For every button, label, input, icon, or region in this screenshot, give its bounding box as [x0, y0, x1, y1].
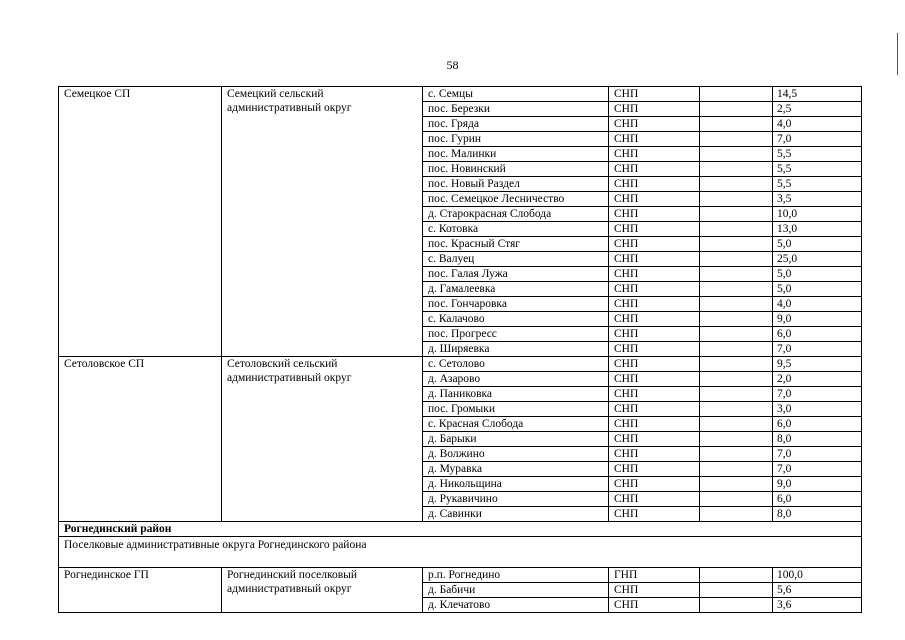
- table-row: [59, 87, 862, 102]
- type-cell: СНП: [609, 357, 700, 372]
- value-cell: 7,0: [773, 447, 862, 462]
- district-cell: Рогнединский поселковый административный округ: [222, 568, 423, 613]
- empty-cell: [700, 147, 773, 162]
- value-cell: 7,0: [773, 132, 862, 147]
- value-cell: 6,0: [773, 327, 862, 342]
- type-cell: СНП: [609, 87, 700, 102]
- empty-cell: [700, 477, 773, 492]
- value-cell: 6,0: [773, 492, 862, 507]
- page-number: 58: [446, 58, 459, 72]
- empty-cell: [700, 297, 773, 312]
- empty-cell: [700, 162, 773, 177]
- settlement-cell: д. Азарово: [423, 372, 609, 387]
- type-cell: СНП: [609, 402, 700, 417]
- type-cell: СНП: [609, 267, 700, 282]
- type-cell: СНП: [609, 432, 700, 447]
- empty-cell: [700, 177, 773, 192]
- type-cell: СНП: [609, 327, 700, 342]
- settlement-cell: пос. Семецкое Лесничество: [423, 192, 609, 207]
- empty-cell: [700, 117, 773, 132]
- type-cell: СНП: [609, 342, 700, 357]
- settlement-cell: пос. Гряда: [423, 117, 609, 132]
- settlement-cell: д. Старокрасная Слобода: [423, 207, 609, 222]
- type-cell: СНП: [609, 387, 700, 402]
- value-cell: 7,0: [773, 342, 862, 357]
- district-cell: Семецкий сельский административный округ: [222, 87, 423, 357]
- table-row: [59, 568, 862, 583]
- empty-cell: [700, 507, 773, 522]
- type-cell: СНП: [609, 192, 700, 207]
- value-cell: 7,0: [773, 462, 862, 477]
- value-cell: 3,6: [773, 598, 862, 613]
- value-cell: 3,0: [773, 402, 862, 417]
- municipality-cell: Сетоловское СП: [59, 357, 222, 522]
- value-cell: 2,5: [773, 102, 862, 117]
- settlement-cell: д. Никольщина: [423, 477, 609, 492]
- empty-cell: [700, 102, 773, 117]
- settlement-cell: пос. Галая Лужа: [423, 267, 609, 282]
- settlement-cell: с. Калачово: [423, 312, 609, 327]
- type-cell: СНП: [609, 282, 700, 297]
- settlement-cell: д. Ширяевка: [423, 342, 609, 357]
- settlement-cell: с. Валуец: [423, 252, 609, 267]
- value-cell: 5,5: [773, 162, 862, 177]
- type-cell: СНП: [609, 583, 700, 598]
- empty-cell: [700, 132, 773, 147]
- type-cell: СНП: [609, 492, 700, 507]
- value-cell: 4,0: [773, 117, 862, 132]
- value-cell: 2,0: [773, 372, 862, 387]
- value-cell: 3,5: [773, 192, 862, 207]
- value-cell: 13,0: [773, 222, 862, 237]
- type-cell: СНП: [609, 207, 700, 222]
- type-cell: СНП: [609, 177, 700, 192]
- value-cell: 100,0: [773, 568, 862, 583]
- value-cell: 4,0: [773, 297, 862, 312]
- empty-cell: [700, 372, 773, 387]
- empty-cell: [700, 598, 773, 613]
- value-cell: 10,0: [773, 207, 862, 222]
- empty-cell: [700, 327, 773, 342]
- value-cell: 5,0: [773, 282, 862, 297]
- settlement-cell: пос. Малинки: [423, 147, 609, 162]
- settlement-cell: с. Семцы: [423, 87, 609, 102]
- table-body-part-1: [59, 87, 862, 522]
- empty-cell: [700, 342, 773, 357]
- type-cell: СНП: [609, 102, 700, 117]
- value-cell: 7,0: [773, 387, 862, 402]
- settlement-cell: с. Котовка: [423, 222, 609, 237]
- settlement-cell: пос. Красный Стяг: [423, 237, 609, 252]
- value-cell: 9,0: [773, 312, 862, 327]
- empty-cell: [700, 447, 773, 462]
- value-cell: 5,5: [773, 177, 862, 192]
- settlement-cell: пос. Березки: [423, 102, 609, 117]
- value-cell: 6,0: [773, 417, 862, 432]
- value-cell: 5,0: [773, 237, 862, 252]
- empty-cell: [700, 492, 773, 507]
- type-cell: СНП: [609, 252, 700, 267]
- empty-cell: [700, 222, 773, 237]
- empty-cell: [700, 387, 773, 402]
- type-cell: ГНП: [609, 568, 700, 583]
- settlement-cell: д. Савинки: [423, 507, 609, 522]
- settlement-cell: пос. Новый Раздел: [423, 177, 609, 192]
- type-cell: СНП: [609, 222, 700, 237]
- region-subtitle: Поселковые административные округа Рогнединского района: [59, 537, 862, 568]
- value-cell: 8,0: [773, 432, 862, 447]
- value-cell: 5,0: [773, 267, 862, 282]
- type-cell: СНП: [609, 477, 700, 492]
- settlement-cell: с. Красная Слобода: [423, 417, 609, 432]
- settlement-cell: с. Сетолово: [423, 357, 609, 372]
- settlement-cell: пос. Прогресс: [423, 327, 609, 342]
- value-cell: 9,0: [773, 477, 862, 492]
- table-body-part-2: [59, 568, 862, 613]
- value-cell: 14,5: [773, 87, 862, 102]
- empty-cell: [700, 462, 773, 477]
- type-cell: СНП: [609, 507, 700, 522]
- empty-cell: [700, 432, 773, 447]
- empty-cell: [700, 267, 773, 282]
- table-row: [59, 357, 862, 372]
- region-title: Рогнединский район: [59, 522, 862, 537]
- margin-mark: [897, 33, 898, 75]
- region-title-row: [59, 522, 862, 537]
- district-cell: Сетоловский сельский административный округ: [222, 357, 423, 522]
- municipality-cell: Рогнединское ГП: [59, 568, 222, 613]
- region-header: [59, 522, 862, 568]
- settlement-cell: пос. Гончаровка: [423, 297, 609, 312]
- empty-cell: [700, 357, 773, 372]
- settlement-cell: пос. Громыки: [423, 402, 609, 417]
- type-cell: СНП: [609, 312, 700, 327]
- value-cell: 8,0: [773, 507, 862, 522]
- type-cell: СНП: [609, 598, 700, 613]
- settlement-cell: д. Бабичи: [423, 583, 609, 598]
- type-cell: СНП: [609, 447, 700, 462]
- settlement-cell: д. Муравка: [423, 462, 609, 477]
- empty-cell: [700, 192, 773, 207]
- type-cell: СНП: [609, 237, 700, 252]
- settlement-cell: р.п. Рогнедино: [423, 568, 609, 583]
- type-cell: СНП: [609, 372, 700, 387]
- settlement-cell: пос. Новинский: [423, 162, 609, 177]
- empty-cell: [700, 312, 773, 327]
- type-cell: СНП: [609, 162, 700, 177]
- settlement-cell: д. Паниковка: [423, 387, 609, 402]
- settlement-cell: д. Клечатово: [423, 598, 609, 613]
- type-cell: СНП: [609, 132, 700, 147]
- empty-cell: [700, 583, 773, 598]
- type-cell: СНП: [609, 117, 700, 132]
- type-cell: СНП: [609, 297, 700, 312]
- value-cell: 5,6: [773, 583, 862, 598]
- settlement-cell: д. Волжино: [423, 447, 609, 462]
- type-cell: СНП: [609, 462, 700, 477]
- empty-cell: [700, 282, 773, 297]
- settlements-table: [58, 86, 862, 613]
- type-cell: СНП: [609, 417, 700, 432]
- settlement-cell: д. Рукавичино: [423, 492, 609, 507]
- empty-cell: [700, 87, 773, 102]
- value-cell: 9,5: [773, 357, 862, 372]
- municipality-cell: Семецкое СП: [59, 87, 222, 357]
- settlement-cell: д. Барыки: [423, 432, 609, 447]
- empty-cell: [700, 402, 773, 417]
- settlement-cell: д. Гамалеевка: [423, 282, 609, 297]
- value-cell: 5,5: [773, 147, 862, 162]
- empty-cell: [700, 252, 773, 267]
- empty-cell: [700, 207, 773, 222]
- empty-cell: [700, 237, 773, 252]
- settlement-cell: пос. Гурин: [423, 132, 609, 147]
- type-cell: СНП: [609, 147, 700, 162]
- empty-cell: [700, 568, 773, 583]
- region-subtitle-row: [59, 537, 862, 568]
- value-cell: 25,0: [773, 252, 862, 267]
- empty-cell: [700, 417, 773, 432]
